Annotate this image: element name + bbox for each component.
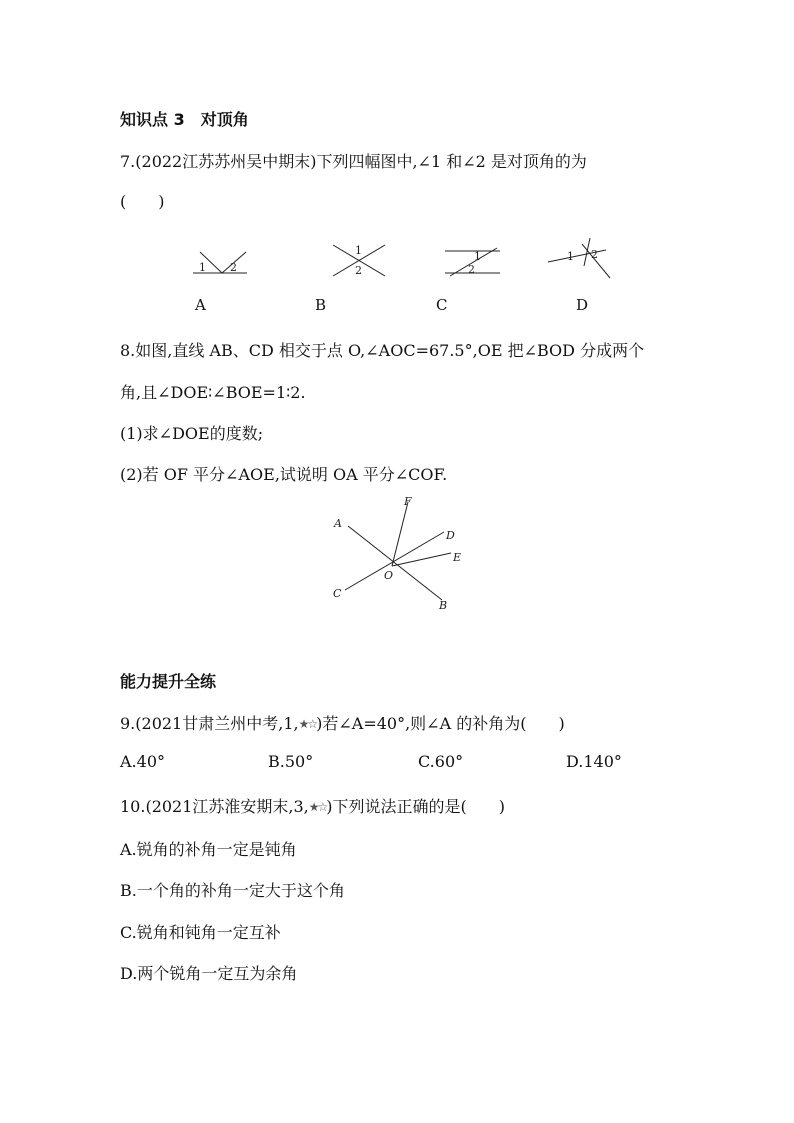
q8-figure [320,494,470,614]
q8-stem-line1: 8.如图,直线 AB、CD 相交于点 O,∠AOC=67.5°,OE 把∠BOD 分成两个 [120,341,645,360]
q10-option-b: B.一个角的补角一定大于这个角 [120,881,345,900]
point-o-label: O [384,569,394,582]
fig-a-angle2-label: 2 [230,261,237,274]
ray-of [392,502,408,566]
fig-b-angle1-label: 1 [355,244,362,257]
star-empty-icon: ☆ [317,800,327,814]
q8-part1: (1)求∠DOE的度数; [120,424,264,443]
star-empty-icon: ☆ [307,717,317,731]
q9-option-c: C.60° [418,752,464,771]
point-c-label: C [333,587,342,600]
ray-oe [392,553,451,566]
q7-option-c-label: C [436,296,448,314]
q7-figures [150,236,630,288]
fig-a-angle1-label: 1 [199,261,206,274]
q7-option-d-label: D [576,296,589,314]
q7-option-b-label: B [315,296,327,314]
star-filled-icon: ★ [308,800,318,814]
q7-figure-d [548,238,610,278]
q8-stem-line2: 角,且∠DOE∶∠BOE=1∶2. [120,383,306,402]
q10-stem [120,794,505,817]
q7-stem-line1: 7.(2022江苏苏州吴中期末)下列四幅图中,∠1 和∠2 是对顶角的为 [120,152,587,171]
point-b-label: B [439,599,448,612]
section-title-knowledge-point: 知识点 3 对顶角 [120,110,249,129]
q9-option-a: A.40° [120,752,165,771]
line-cd [345,532,444,590]
q9-option-d: D.140° [566,752,622,771]
star-filled-icon: ★ [298,717,308,731]
q9-source: 9.(2021甘肃兰州中考,1, [120,714,299,733]
fig-d-angle2-label: 2 [591,248,598,261]
q10-question: )下列说法正确的是( ) [326,797,506,816]
point-f-label: F [404,495,412,508]
q9-stem [120,711,565,734]
fig-c-angle2-label: 2 [468,263,475,276]
q10-option-d: D.两个锐角一定互为余角 [120,964,298,983]
q7-stem-line2: ( ) [120,192,165,211]
q8-part2: (2)若 OF 平分∠AOE,试说明 OA 平分∠COF. [120,465,448,484]
fig-b-angle2-label: 2 [355,264,362,277]
q10-option-c: C.锐角和钝角一定互补 [120,923,281,942]
q9-option-b: B.50° [268,752,314,771]
fig-c-angle1-label: 1 [474,250,481,263]
fig-d-angle1-label: 1 [567,250,574,263]
q9-question: )若∠A=40°,则∠A 的补角为( ) [316,714,565,733]
difficulty-stars [299,717,317,731]
point-a-label: A [334,517,342,530]
line-ab [348,526,442,600]
point-e-label: E [453,551,462,564]
q10-option-a: A.锐角的补角一定是钝角 [120,840,297,859]
difficulty-stars [309,800,327,814]
section-title-ability: 能力提升全练 [120,672,217,691]
point-d-label: D [446,529,455,542]
q7-option-a-label: A [195,296,206,314]
q10-source: 10.(2021江苏淮安期末,3, [120,797,309,816]
